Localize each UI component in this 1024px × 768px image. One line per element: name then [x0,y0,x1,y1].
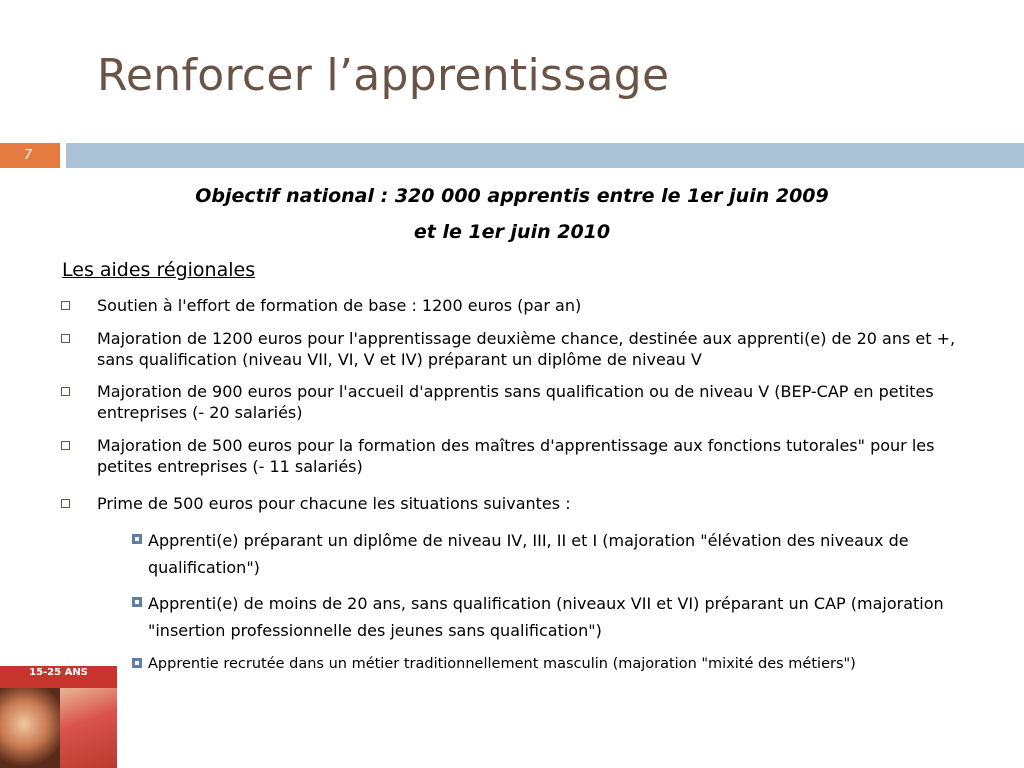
bullet-text: Majoration de 1200 euros pour l'apprentissage deuxième chance, destinée aux apprenti(e) de 20 ans et +, sans qualification (niveau VII, VI, V et IV) préparant un diplôme de niveau V [97,329,956,369]
bullet-item [97,381,977,423]
square-bullet-icon [61,334,70,343]
sub-bullet-text: Apprentie recrutée dans un métier traditionnellement masculin (majoration "mixité des métiers") [148,656,856,672]
square-bullet-icon [61,301,70,310]
poster-headline-text: 15-25 ANS [29,667,88,678]
bullet-item [97,435,977,477]
bullet-item [97,493,977,514]
slide-title: Renforcer l’apprentissage [97,50,670,101]
section-heading: Les aides régionales [62,259,256,281]
bullet-item [97,328,977,370]
square-bullet-icon [61,441,70,450]
header-bar [66,143,1024,168]
bullet-text: Prime de 500 euros pour chacune les situations suivantes : [97,494,571,513]
sub-bullet-icon [132,658,142,668]
slide-number: 7 [0,143,60,168]
sub-bullet-item [148,651,968,678]
sub-bullet-icon [132,597,142,607]
bullet-text: Soutien à l'effort de formation de base : 1200 euros (par an) [97,296,582,315]
bullet-text: Majoration de 900 euros pour l'accueil d'apprentis sans qualification ou de niveau V (BEP-CAP en petites entreprises (- 20 salariés) [97,382,934,422]
objective-line-2: et le 1er juin 2010 [413,221,611,243]
square-bullet-icon [61,387,70,396]
square-bullet-icon [61,499,70,508]
sub-bullet-item [148,590,968,644]
bullet-text: Majoration de 500 euros pour la formation des maîtres d'apprentissage aux fonctions tutorales" pour les petites entreprises (- 11 salariés) [97,436,935,476]
bullet-item [97,295,977,316]
sub-bullet-icon [132,534,142,544]
sub-bullet-text: Apprenti(e) préparant un diplôme de niveau IV, III, II et I (majoration "élévation des niveaux de qualification") [148,531,909,577]
sub-bullet-text: Apprenti(e) de moins de 20 ans, sans qualification (niveaux VII et VI) préparant un CAP (majoration "insertion professionnelle des jeunes sans qualification") [148,594,944,640]
sub-bullet-item [148,527,968,581]
poster-headline [0,666,117,688]
campaign-poster-image [0,666,117,768]
objective-line-1: Objectif national : 320 000 apprentis entre le 1er juin 2009 [195,185,829,207]
poster-face-graphic [0,688,60,768]
